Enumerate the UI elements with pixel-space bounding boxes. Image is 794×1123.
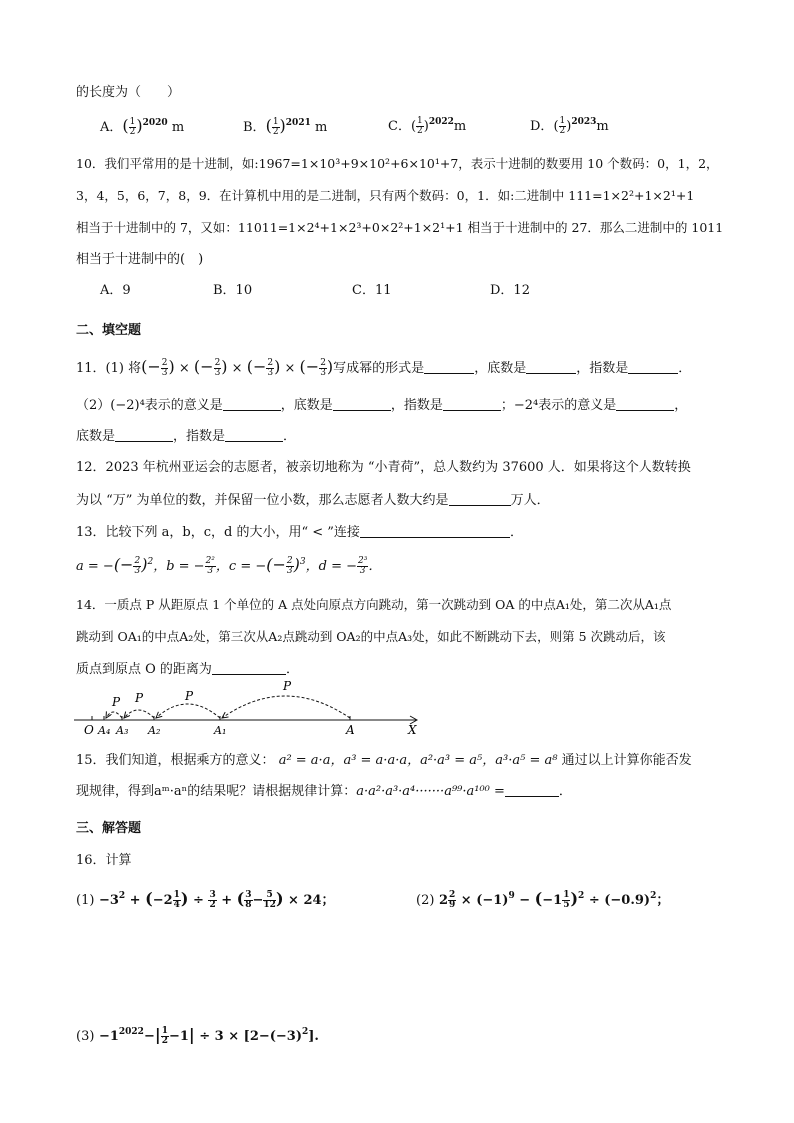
q14-label-a2: A₂	[148, 724, 161, 737]
q16-problem-3: $(3) -1^{2022}-|$ $\frac{1}{2}$ $-1| \div 3 \times [2-(-3)^2]$.	[76, 1025, 319, 1046]
q14-p-label-1: P	[283, 679, 292, 693]
q15-line-1: 15．我们知道，根据乘方的意义： a² = a·a，a³ = a·a·a，a²·a³ = a⁵，a³·a⁵ = a⁸ 通过以上计算你能否发	[76, 753, 692, 768]
q10-option-b: B．10	[213, 283, 253, 298]
q14-label-a: A	[346, 723, 355, 737]
q16-title: 16．计算	[76, 853, 132, 868]
q11-blank-base-3[interactable]	[115, 427, 173, 442]
q16-problem-2: (2) 2 $\frac{2}{9}$ × $(-1)^9 - (-1$ $\frac{1}{5}$ )$^2 \div (-0.9)^2$；	[416, 889, 670, 910]
q14-jump-arc-2	[156, 704, 220, 718]
q11-blank-exponent-3[interactable]	[225, 427, 283, 442]
q14-jump-arc-4	[106, 712, 122, 718]
section-answer-title: 三、解答题	[76, 821, 142, 836]
q14-blank[interactable]	[212, 660, 286, 675]
q14-label-a1: A₁	[214, 724, 227, 737]
q10-line-2: 3，4，5，6，7，8，9．在计算机中用的是二进制，只有两个数码：0，1．如:二进制中 111=1×2²+1×2¹+1	[76, 188, 695, 203]
q11-blank-power[interactable]	[424, 359, 474, 374]
q9-options	[100, 117, 720, 137]
q16-problem-1: $(1) -3^2 + (-2$ $\frac{1}{4}$ ) ÷ $\frac{3}{2}$ + ( $\frac{3}{8}$ − $\frac{5}{12}$ ) × 24；	[76, 889, 335, 910]
q9-option-a: A．( $\frac{1}{2}$ )$^{2020}$ m	[100, 116, 185, 137]
q13-blank[interactable]	[360, 523, 510, 538]
q9-option-c: C．( $\frac{1}{2}$ )$^{2022}$m	[388, 116, 467, 136]
q14-label-a3: A₃	[116, 724, 129, 737]
q14-p-label-4: P	[112, 695, 121, 709]
q13-line-1: 13．比较下列 a，b，c，d 的大小，用“ < ”连接 ．	[76, 525, 523, 540]
q11-blank-base-2[interactable]	[333, 396, 391, 411]
q14-p-label-3: P	[135, 691, 144, 705]
q14-line-2: 跳动到 OA₁的中点A₂处，第三次从A₂点跳动到 OA₂的中点A₃处，如此不断跳动下去，则第 5 次跳动后，该	[76, 629, 666, 644]
q10-option-a: A．9	[100, 283, 131, 298]
q11-blank-meaning-2[interactable]	[616, 396, 674, 411]
q11-part1: 11．(1) 将(− $\frac{2}{3}$ ) × (− $\frac{2}{3}$ ) × (− $\frac{2}{3}$ ) × (− $\frac{2}{3}$ )写成幂的形式是 ，底数是 ，指数是 ．	[76, 357, 692, 378]
q9-option-d: D．( $\frac{1}{2}$ )$^{2023}$m	[530, 116, 609, 136]
q14-label-o: O	[84, 723, 94, 737]
q11-blank-base[interactable]	[526, 359, 576, 374]
q15-blank[interactable]	[505, 782, 559, 797]
q14-line-1: 14．一质点 P 从距原点 1 个单位的 A 点处向原点方向跳动，第一次跳动到 OA 的中点A₁处，第二次从A₁点	[76, 597, 672, 612]
q14-jump-arc-1	[222, 696, 350, 718]
q10-line-3: 相当于十进制中的 7，又如：11011=1×2⁴+1×2³+0×2²+1×2¹+1 相当于十进制中的 27．那么二进制中的 1011	[76, 220, 724, 235]
q10-line-4: 相当于十进制中的( )	[76, 252, 204, 267]
q14-number-line-diagram	[74, 676, 424, 738]
q11-part2: （2）(−2)⁴表示的意义是 ，底数是 ，指数是 ；−2⁴表示的意义是 ，	[76, 398, 688, 413]
q10-options	[100, 282, 660, 300]
q14-label-x: X	[408, 723, 417, 737]
q14-line-3: 质点到原点 O 的距离为 ．	[76, 662, 299, 677]
q10-line-1: 10．我们平常用的是十进制，如:1967=1×10³+9×10²+6×10¹+7，表示十进制的数要用 10 个数码：0，1，2，	[76, 156, 719, 171]
q10-option-d: D．12	[490, 283, 530, 298]
q14-jump-arc-3	[124, 710, 154, 718]
q12-line-2: 为以 “万” 为单位的数，并保留一位小数，那么志愿者人数大约是 万人．	[76, 493, 550, 508]
q12-blank[interactable]	[449, 491, 511, 506]
q14-label-a4: A₄	[98, 724, 111, 737]
q12-line-1: 12．2023 年杭州亚运会的志愿者，被亲切地称为 “小青荷”，总人数约为 37600 人．如果将这个人数转换	[76, 460, 691, 475]
q11-blank-exponent-2[interactable]	[443, 396, 501, 411]
q10-option-c: C．11	[352, 283, 392, 298]
q11-part2-line2: 底数是 ，指数是 ．	[76, 429, 297, 444]
q15-line-2: 现规律，得到aᵐ·aⁿ的结果呢？请根据规律计算：a·a²·a³·a⁴·······a⁹⁹·a¹⁰⁰ = ．	[76, 784, 572, 799]
q14-p-label-2: P	[185, 689, 194, 703]
q9-tail: 的长度为（ ）	[76, 85, 181, 100]
q13-definitions: a = −(− $\frac{2}{3}$ )$^2$，b = − $\frac{\text{2²}}{3}$ ，c = −(− $\frac{2}{3}$ )$^3$，d = − $\frac{\text{2³}}{3}$ ．	[76, 555, 382, 576]
section-fill-in-title: 二、填空题	[76, 323, 142, 338]
q11-blank-meaning-1[interactable]	[223, 396, 281, 411]
q9-option-b: B．( $\frac{1}{2}$ )$^{2021}$ m	[243, 116, 328, 137]
q11-blank-exponent[interactable]	[628, 359, 678, 374]
